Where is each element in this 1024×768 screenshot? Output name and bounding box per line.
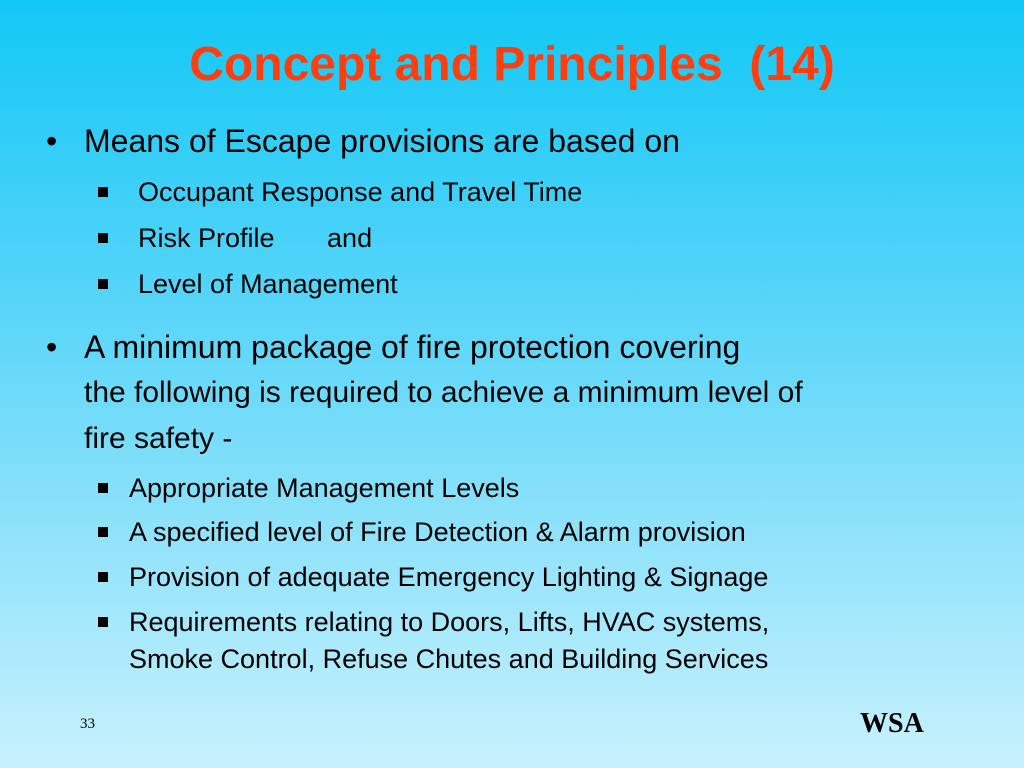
square-bullet-icon xyxy=(98,572,108,582)
bullet-text: A minimum package of fire protection covering xyxy=(84,329,741,365)
sub-list-item-text: Occupant Response and Travel Time xyxy=(138,177,583,207)
bullet-dot-icon: • xyxy=(46,329,58,365)
slide-title: Concept and Principles (14) xyxy=(189,38,835,91)
footer-logo-text: WSA xyxy=(860,708,924,739)
sub-list-item-text: Provision of adequate Emergency Lighting & Signage xyxy=(129,562,769,592)
bullet-dot-icon: • xyxy=(46,123,58,159)
bullet-text-continuation: fire safety - xyxy=(84,422,233,455)
slide-number: 33 xyxy=(80,716,95,732)
sub-list-item-text: Risk Profile and xyxy=(138,223,373,253)
sub-list-item-text: Level of Management xyxy=(138,269,398,299)
sub-list-item-text: Requirements relating to Doors, Lifts, HVAC systems, xyxy=(129,607,770,637)
sub-list-item-text: A specified level of Fire Detection & Alarm provision xyxy=(129,517,746,547)
bullet-text-continuation: the following is required to achieve a minimum level of xyxy=(84,376,803,409)
square-bullet-icon xyxy=(98,527,108,537)
sub-list-item-text: Smoke Control, Refuse Chutes and Building Services xyxy=(129,644,769,674)
sub-list-item-text: Appropriate Management Levels xyxy=(129,473,520,503)
square-bullet-icon xyxy=(98,233,108,243)
square-bullet-icon xyxy=(98,483,108,493)
square-bullet-icon xyxy=(98,279,108,289)
bullet-text: Means of Escape provisions are based on xyxy=(84,123,680,159)
sub-list-item-continuation xyxy=(98,641,769,749)
square-bullet-icon xyxy=(98,187,108,197)
square-bullet-icon xyxy=(98,617,108,627)
